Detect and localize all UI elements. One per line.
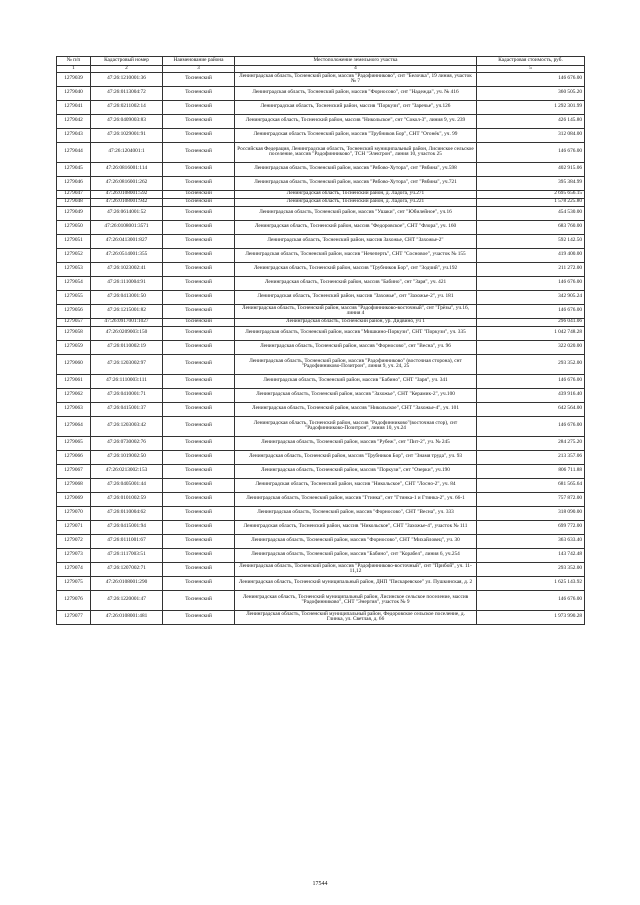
district-cell: Тосненский — [163, 262, 235, 276]
cadastral-number-cell: 47:26:1117003:51 — [91, 548, 163, 562]
location-cell: Ленинградская область, Тосненский район, массив "Захожье", снт "Захожье-2", уч. 181 — [235, 290, 477, 304]
cadastral-number-cell: 47:26:0110002:19 — [91, 340, 163, 354]
table-row — [57, 248, 585, 262]
cadastral-number-cell: 47:26:0816001:114 — [91, 162, 163, 176]
row-number-cell: 1279056 — [57, 304, 91, 318]
table-row — [57, 388, 585, 402]
table-row — [57, 562, 585, 576]
cadastral-value-cell: 426 145.80 — [477, 114, 585, 128]
row-number-cell: 1279041 — [57, 100, 91, 114]
district-cell: Тосненский — [163, 520, 235, 534]
row-number-cell: 1279043 — [57, 128, 91, 142]
cadastral-value-cell: 322 020.00 — [477, 340, 585, 354]
district-cell: Тосненский — [163, 128, 235, 142]
district-cell: Тосненский — [163, 142, 235, 162]
cadastral-value-cell: 1 042 748.28 — [477, 326, 585, 340]
cadastral-value-cell: 681 565.64 — [477, 478, 585, 492]
district-cell: Тосненский — [163, 416, 235, 436]
cadastral-number-cell: 47:26:0410001:71 — [91, 388, 163, 402]
header-district-name: Наименование района — [163, 57, 235, 66]
district-cell: Тосненский — [163, 248, 235, 262]
row-number-cell: 1279042 — [57, 114, 91, 128]
row-number-cell: 1279044 — [57, 142, 91, 162]
cadastral-value-cell: 293 352.00 — [477, 562, 585, 576]
cadastral-value-cell: 146 676.00 — [477, 72, 585, 86]
location-cell: Ленинградская область, Тосненский район, массив "Поркузи", снт "Заречье", уч.126 — [235, 100, 477, 114]
cadastral-value-cell: 806 711.88 — [477, 464, 585, 478]
cadastral-number-cell: 47:26:0917001:1027 — [91, 318, 163, 326]
row-number-cell: 1279048 — [57, 198, 91, 206]
district-cell: Тосненский — [163, 562, 235, 576]
column-index: 4 — [235, 66, 477, 73]
location-cell: Ленинградская область, Тосненский район, массив Захожье, СНТ "Захожье-2" — [235, 234, 477, 248]
column-index: 1 — [57, 66, 91, 73]
cadastral-value-cell: 1 292 301.99 — [477, 100, 585, 114]
location-cell: Ленинградская область, Тосненский район, массив "Радофинниково-восточный", снт "Грёзы", уч.16, линия 4 — [235, 304, 477, 318]
location-cell: Ленинградская область, Тосненский район, массив "Трубников Бор", снт "Зодчий", уч.192 — [235, 262, 477, 276]
row-number-cell: 1279049 — [57, 206, 91, 220]
row-number-cell: 1279062 — [57, 388, 91, 402]
table-row — [57, 304, 585, 318]
cadastral-value-cell: 146 676.00 — [477, 276, 585, 290]
cadastral-number-cell: 47:26:1023002:41 — [91, 262, 163, 276]
cadastral-value-cell: 360 505.20 — [477, 86, 585, 100]
cadastral-number-cell: 47:26:0730002:76 — [91, 436, 163, 450]
row-number-cell: 1279051 — [57, 234, 91, 248]
cadastral-value-cell: 146 676.00 — [477, 590, 585, 610]
table-body — [57, 72, 585, 624]
location-cell: Ленинградская область, Тосненский район, массив "Форносово", СНТ "Михайловец", уч. 30 — [235, 534, 477, 548]
cadastral-number-cell: 47:26:0211002:14 — [91, 100, 163, 114]
district-cell: Тосненский — [163, 354, 235, 374]
row-number-cell: 1279073 — [57, 548, 91, 562]
row-number-cell: 1279076 — [57, 590, 91, 610]
cadastral-value-cell: 211 272.00 — [477, 262, 585, 276]
row-number-cell: 1279065 — [57, 436, 91, 450]
district-cell: Тосненский — [163, 114, 235, 128]
location-cell: Ленинградская область Тосненский район, массив "Трубников Бор", СНТ "Огонёк", уч. 99 — [235, 128, 477, 142]
cadastral-value-cell: 419 400.00 — [477, 248, 585, 262]
cadastral-value-cell: 1 625 143.92 — [477, 576, 585, 590]
district-cell: Тосненский — [163, 176, 235, 190]
cadastral-value-cell: 402 915.06 — [477, 162, 585, 176]
row-number-cell: 1279069 — [57, 492, 91, 506]
table-row — [57, 234, 585, 248]
cadastral-number-cell: 47:26:0213002:153 — [91, 464, 163, 478]
location-cell: Ленинградская область, Тосненский район, массив "Захожье", СНТ "Керамик-2", уч.100 — [235, 388, 477, 402]
cadastral-number-cell: 47:26:0614001:52 — [91, 206, 163, 220]
table-row — [57, 114, 585, 128]
district-cell: Тосненский — [163, 548, 235, 562]
location-cell: Ленинградская область, Тосненский район, массив "Бабино", снт "Заря", уч. 421 — [235, 276, 477, 290]
cadastral-number-cell: 47:26:0101002:59 — [91, 492, 163, 506]
district-cell: Тосненский — [163, 276, 235, 290]
table-row — [57, 176, 585, 190]
location-cell: Ленинградская область, Тосненский район, д. Ладога, уч.271 — [235, 190, 477, 198]
cadastral-value-cell: 318 090.00 — [477, 506, 585, 520]
row-number-cell: 1279047 — [57, 190, 91, 198]
location-cell: Ленинградская область, Тосненский муниципальный район, Лисинское сельское поселение, массив "Радофинниково", СНТ "Энергия", участок № 9 — [235, 590, 477, 610]
location-cell: Ленинградская область, Тосненский район, массив "Бабино", СНТ "Заря", уч. 341 — [235, 374, 477, 388]
column-index: 2 — [91, 66, 163, 73]
row-number-cell: 1279059 — [57, 340, 91, 354]
location-cell: Ленинградская область, Тосненский район, массив "Нечеперть", СНТ "Сосновое", участок № 155 — [235, 248, 477, 262]
location-cell: Ленинградская область, Тосненский район, массив "Никольское", снт "Сокол-3", линия 9, уч. 239 — [235, 114, 477, 128]
cadastral-number-cell: 47:26:0108001:592 — [91, 190, 163, 198]
district-cell: Тосненский — [163, 436, 235, 450]
cadastral-value-cell: 439 916.40 — [477, 388, 585, 402]
table-row — [57, 534, 585, 548]
cadastral-number-cell: 47:26:0816001:262 — [91, 176, 163, 190]
location-cell: Ленинградская область, Тосненский район, массив "Трубников Бор", снт "Знамя труда", уч. 93 — [235, 450, 477, 464]
cadastral-value-cell: 454 530.00 — [477, 206, 585, 220]
table-row — [57, 354, 585, 374]
location-cell: Ленинградская область, Тосненский район, массив "Никольское", СНТ "Захожье-4", уч. 101 — [235, 402, 477, 416]
row-number-cell: 1279045 — [57, 162, 91, 176]
table-row — [57, 318, 585, 326]
table-row — [57, 416, 585, 436]
row-number-cell: 1279075 — [57, 576, 91, 590]
location-cell: Ленинградская область, Тосненский район, массив "Поркузи", снт "Озерки", уч.190 — [235, 464, 477, 478]
table-row — [57, 262, 585, 276]
cadastral-number-cell: 47:26:1019002:50 — [91, 450, 163, 464]
district-cell: Тосненский — [163, 234, 235, 248]
table-row — [57, 520, 585, 534]
column-index: 5 — [477, 66, 585, 73]
cadastral-number-cell: 47:26:1203003:42 — [91, 416, 163, 436]
table-row — [57, 162, 585, 176]
cadastral-value-cell: 143 742.48 — [477, 548, 585, 562]
cadastral-number-cell: 47:26:0111001:67 — [91, 534, 163, 548]
cadastral-value-cell: 146 676.00 — [477, 142, 585, 162]
location-cell: Ленинградская область, Тосненский район, массив "Рябово-Хутора", снт "Рябина", уч.598 — [235, 162, 477, 176]
cadastral-number-cell: 47:26:0108001:3571 — [91, 220, 163, 234]
cadastral-value-cell: 757 872.00 — [477, 492, 585, 506]
location-cell: Ленинградская область, Тосненский район, массив "Гтинка", снт "Гтинка-1 и Гтинка-2", уч. 66-1 — [235, 492, 477, 506]
location-cell: Ленинградская область, Тосненский муниципальный район, ДНП "Пискаревское" ул. Пушкинская, д. 2 — [235, 576, 477, 590]
district-cell: Тосненский — [163, 590, 235, 610]
cadastral-value-cell: 284 275.20 — [477, 436, 585, 450]
cadastral-number-cell: 47:26:0514001:355 — [91, 248, 163, 262]
table-column-index-row — [57, 66, 585, 73]
cadastral-number-cell: 47:26:1210001:36 — [91, 72, 163, 86]
cadastral-value-cell: 296 041.06 — [477, 318, 585, 326]
cadastral-number-cell: 47:26:0413001:50 — [91, 290, 163, 304]
cadastral-value-cell: 312 084.00 — [477, 128, 585, 142]
table-row — [57, 478, 585, 492]
row-number-cell: 1279046 — [57, 176, 91, 190]
table-row — [57, 100, 585, 114]
cadastral-number-cell: 47:26:0108001:942 — [91, 198, 163, 206]
cadastral-value-cell: 213 357.06 — [477, 450, 585, 464]
row-number-cell: 1279063 — [57, 402, 91, 416]
district-cell: Тосненский — [163, 304, 235, 318]
table-row — [57, 128, 585, 142]
location-cell: Ленинградская область, Тосненский район, массив "Форносово", снт "Надежда", уч. № 416 — [235, 86, 477, 100]
district-cell: Тосненский — [163, 576, 235, 590]
table-row — [57, 72, 585, 86]
table-row — [57, 290, 585, 304]
location-cell: Ленинградская область, Тосненский район, массив "Рубеж", снт "Пит-2", уч. № 245 — [235, 436, 477, 450]
cadastral-number-cell: 47:26:0413001:827 — [91, 234, 163, 248]
cadastral-number-cell: 47:26:1029001:91 — [91, 128, 163, 142]
location-cell: Ленинградская область, Тосненский район, массив "Никольское", СНТ "Захожье-4", участок № 111 — [235, 520, 477, 534]
row-number-cell: 1279058 — [57, 326, 91, 340]
location-cell: Ленинградская область, Тосненский муниципальный район, Федоровское сельское поселение, д. Глинка, ул. Светлая, д. 66 — [235, 610, 477, 624]
page-number: 17544 — [312, 881, 328, 887]
district-cell: Тосненский — [163, 72, 235, 86]
cadastral-number-cell: 47:26:0209003:150 — [91, 326, 163, 340]
cadastral-number-cell: 47:26:0110004:62 — [91, 506, 163, 520]
row-number-cell: 1279054 — [57, 276, 91, 290]
row-number-cell: 1279060 — [57, 354, 91, 374]
cadastral-value-cell: 683 760.00 — [477, 220, 585, 234]
cadastral-value-cell: 363 633.40 — [477, 534, 585, 548]
table-row — [57, 492, 585, 506]
cadastral-number-cell: 47:26:0415001:37 — [91, 402, 163, 416]
table-row — [57, 506, 585, 520]
district-cell: Тосненский — [163, 450, 235, 464]
district-cell: Тосненский — [163, 326, 235, 340]
location-cell: Ленинградская область, Тосненский район, массив "Ушаки", снт "Юбилейное", уч.16 — [235, 206, 477, 220]
table-row — [57, 576, 585, 590]
cadastral-number-cell: 47:26:1207002:71 — [91, 562, 163, 576]
row-number-cell: 1279039 — [57, 72, 91, 86]
cadastral-number-cell: 47:26:1110004:91 — [91, 276, 163, 290]
header-row-number: № п/п — [57, 57, 91, 66]
row-number-cell: 1279040 — [57, 86, 91, 100]
location-cell: Ленинградская область, Тосненский район, массив "Бабино", снт "Корабел", линия 6, уч.254 — [235, 548, 477, 562]
cadastral-number-cell: 47:26:1220001:47 — [91, 590, 163, 610]
cadastral-value-cell: 146 676.00 — [477, 416, 585, 436]
district-cell: Тосненский — [163, 402, 235, 416]
cadastral-number-cell: 47:26:1204001:1 — [91, 142, 163, 162]
table-row — [57, 276, 585, 290]
row-number-cell: 1279055 — [57, 290, 91, 304]
header-location: Местоположение земельного участка — [235, 57, 477, 66]
cadastral-number-cell: 47:26:0108001:290 — [91, 576, 163, 590]
cadastral-number-cell: 47:26:1215001:82 — [91, 304, 163, 318]
district-cell: Тосненский — [163, 388, 235, 402]
table-row — [57, 220, 585, 234]
row-number-cell: 1279077 — [57, 610, 91, 624]
table-row — [57, 142, 585, 162]
cadastral-value-cell: 592 142.50 — [477, 234, 585, 248]
cadastral-value-cell: 146 676.00 — [477, 374, 585, 388]
district-cell: Тосненский — [163, 220, 235, 234]
cadastral-number-cell: 47:26:1110003:111 — [91, 374, 163, 388]
row-number-cell: 1279057 — [57, 318, 91, 326]
cadastral-number-cell: 47:26:0108001:481 — [91, 610, 163, 624]
district-cell: Тосненский — [163, 464, 235, 478]
district-cell: Тосненский — [163, 506, 235, 520]
location-cell: Ленинградская область, Тосненский район, ур. Дидвино, уч 1 — [235, 318, 477, 326]
cadastral-value-cell: 293 352.00 — [477, 354, 585, 374]
header-cadastral-value: Кадастровая стоимость, руб. — [477, 57, 585, 66]
district-cell: Тосненский — [163, 162, 235, 176]
location-cell: Ленинградская область, Тосненский район, массив "Радофинниково-восточный", снт "Прибой", уч. 11-11,12 — [235, 562, 477, 576]
row-number-cell: 1279064 — [57, 416, 91, 436]
location-cell: Ленинградская область, Тосненский район, массив "Радофинниково"(восточная стор), снт "Радофинниково-Позитрон", линия 10, уч.24 — [235, 416, 477, 436]
cadastral-number-cell: 47:26:0405001:44 — [91, 478, 163, 492]
row-number-cell: 1279068 — [57, 478, 91, 492]
row-number-cell: 1279066 — [57, 450, 91, 464]
row-number-cell: 1279050 — [57, 220, 91, 234]
table-row — [57, 340, 585, 354]
cadastral-value-cell: 395 384.99 — [477, 176, 585, 190]
cadastral-value-cell: 2 695 656.15 — [477, 190, 585, 198]
row-number-cell: 1279061 — [57, 374, 91, 388]
location-cell: Ленинградская область, Тосненский район, массив "Мишкино-Поркузи", СНТ "Поркузи", уч. 335 — [235, 326, 477, 340]
cadastral-value-cell: 146 676.00 — [477, 304, 585, 318]
cadastral-value-cell: 699 772.00 — [477, 520, 585, 534]
location-cell: Ленинградская область, Тосненский район, массив "Радофинниково", снт "Белочка", 19 линия, участок № 7 — [235, 72, 477, 86]
table-row — [57, 374, 585, 388]
district-cell: Тосненский — [163, 374, 235, 388]
row-number-cell: 1279072 — [57, 534, 91, 548]
cadastral-number-cell: 47:26:0409003:83 — [91, 114, 163, 128]
district-cell: Тосненский — [163, 100, 235, 114]
table-row — [57, 436, 585, 450]
column-index: 3 — [163, 66, 235, 73]
table-row — [57, 610, 585, 624]
district-cell: Тосненский — [163, 206, 235, 220]
location-cell: Ленинградская область, Тосненский район, массив "Форносово", СНТ "Весна", уч. 333 — [235, 506, 477, 520]
location-cell: Ленинградская область, Тосненский район, массив "Никольское", СНТ "Лосно-2", уч. 84 — [235, 478, 477, 492]
cadastral-number-cell: 47:26:0113004:72 — [91, 86, 163, 100]
district-cell: Тосненский — [163, 492, 235, 506]
row-number-cell: 1279053 — [57, 262, 91, 276]
cadastral-value-cell: 1 578 225.80 — [477, 198, 585, 206]
row-number-cell: 1279074 — [57, 562, 91, 576]
district-cell: Тосненский — [163, 198, 235, 206]
district-cell: Тосненский — [163, 534, 235, 548]
district-cell: Тосненский — [163, 610, 235, 624]
district-cell: Тосненский — [163, 478, 235, 492]
table-row — [57, 590, 585, 610]
table-header-row — [57, 57, 585, 66]
table-row — [57, 326, 585, 340]
table-row — [57, 450, 585, 464]
table-row — [57, 198, 585, 206]
location-cell: Ленинградская область, Тосненский район, д. Ладога, уч.221 — [235, 198, 477, 206]
row-number-cell: 1279071 — [57, 520, 91, 534]
table-row — [57, 206, 585, 220]
header-cadastral-number: Кадастровый номер — [91, 57, 163, 66]
location-cell: Ленинградская область, Тосненский район, массив "Радофинниково" (восточная сторона), снт "Радофинниково-Позитрон", линия 9, уч. 24, 25 — [235, 354, 477, 374]
table-row — [57, 464, 585, 478]
location-cell: Российская Федерация, Ленинградская область, Тосненский муниципальный район, Лисинское сельское поселение, массив "Радофинниково", ТСН "Электрон", линия 10, участок 25 — [235, 142, 477, 162]
table-row — [57, 402, 585, 416]
location-cell: Ленинградская область, Тосненский район, массив "Форносово", снт "Весна", уч. 96 — [235, 340, 477, 354]
district-cell: Тосненский — [163, 290, 235, 304]
district-cell: Тосненский — [163, 190, 235, 198]
table-row — [57, 86, 585, 100]
cadastral-value-cell: 1 973 990.28 — [477, 610, 585, 624]
row-number-cell: 1279070 — [57, 506, 91, 520]
location-cell: Ленинградская область, Тосненский район, массив "Федоровское", СНТ "Флора", уч. 160 — [235, 220, 477, 234]
cadastral-value-cell: 642 564.00 — [477, 402, 585, 416]
district-cell: Тосненский — [163, 318, 235, 326]
district-cell: Тосненский — [163, 86, 235, 100]
location-cell: Ленинградская область, Тосненский район, массив "Рябово-Хутора", снт "Рябина", уч.721 — [235, 176, 477, 190]
cadastral-table-sheet — [56, 56, 584, 625]
row-number-cell: 1279052 — [57, 248, 91, 262]
cadastral-value-cell: 342 905.24 — [477, 290, 585, 304]
cadastral-number-cell: 47:26:1203002:97 — [91, 354, 163, 374]
row-number-cell: 1279067 — [57, 464, 91, 478]
cadastral-value-table — [56, 56, 585, 625]
table-row — [57, 548, 585, 562]
cadastral-number-cell: 47:26:0415001:94 — [91, 520, 163, 534]
district-cell: Тосненский — [163, 340, 235, 354]
